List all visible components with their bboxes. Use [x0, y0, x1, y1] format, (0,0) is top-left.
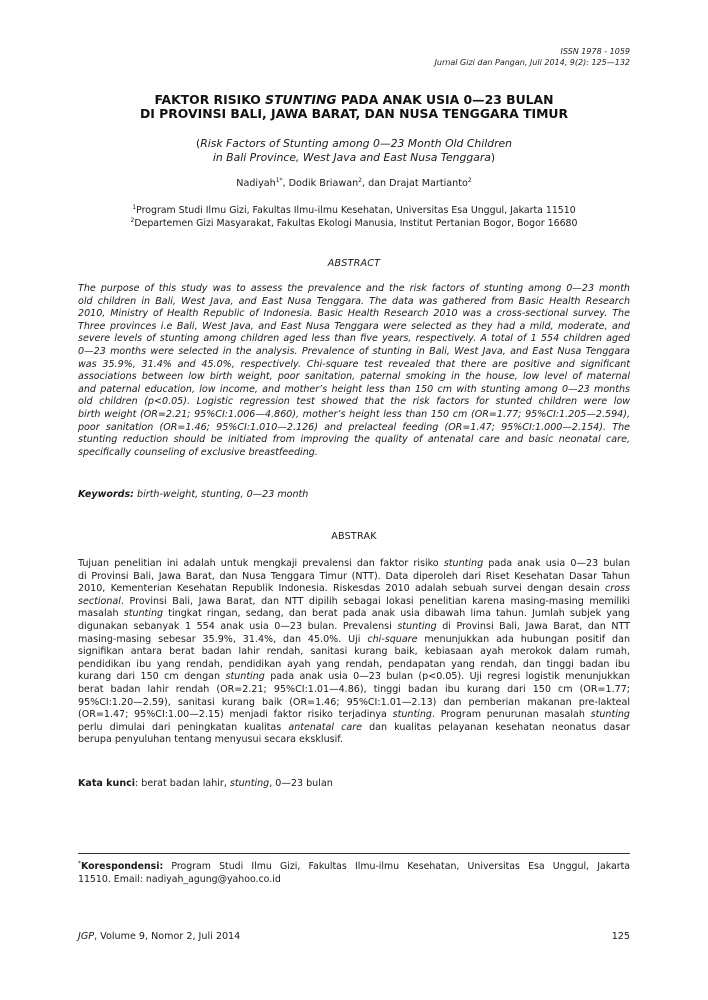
- abstrak-text: digunakan sebanyak 1 554 anak usia 0—23 bulan. Prevalensi: [78, 620, 398, 632]
- author-2: , Dodik Briawan: [282, 178, 359, 189]
- affiliations: [60, 204, 648, 230]
- abstrak-italic: sectional: [78, 595, 121, 607]
- abstrak-text: di Provinsi Bali, Jawa Barat, dan NTT: [436, 620, 630, 632]
- kata-kunci-text: : berat badan lahir,: [135, 778, 230, 789]
- affiliation-1-text: Program Studi Ilmu Gizi, Fakultas Ilmu-ilmu Kesehatan, Universitas Esa Unggul, Jakarta 11510: [136, 205, 576, 216]
- abstrak-line: [78, 558, 630, 571]
- kata-kunci-italic: stunting: [229, 778, 270, 789]
- abstract-body: [78, 283, 630, 459]
- abstrak-italic: stunting: [123, 608, 164, 620]
- abstrak-line: [78, 709, 630, 722]
- affiliation-2: [60, 217, 648, 230]
- affiliation-1-num: 1: [132, 203, 137, 211]
- abstrak-italic: cross: [605, 583, 630, 595]
- abstrak-italic: stunting: [443, 558, 484, 569]
- abstrak-line: [78, 722, 630, 735]
- title-line2: DI PROVINSI BALI, JAWA BARAT, DAN NUSA TENGGARA TIMUR: [139, 106, 569, 121]
- abstrak-italic: stunting: [225, 671, 265, 683]
- abstrak-body: [78, 558, 630, 747]
- abstrak-italic: stunting: [392, 709, 432, 721]
- abstrak-line: di Provinsi Bali, Jawa Barat, dan Nusa Tenggara Timur (NTT). Data diperoleh dari Riset Kesehatan Dasar Tahun: [78, 570, 630, 582]
- affiliation-2-text: Departemen Gizi Masyarakat, Fakultas Ekologi Manusia, Institut Pertanian Bogor, Bogor 16680: [134, 218, 578, 229]
- abstrak-italic: antenatal care: [288, 721, 363, 733]
- abstrak-line: [78, 608, 630, 621]
- abstrak-text: tingkat ringan, sedang, dan berat pada anak usia dibawah lima tahun. Jumlah subjek yang: [163, 608, 630, 620]
- abstract-heading: ABSTRACT: [327, 258, 381, 269]
- title-en-line1: Risk Factors of Stunting among 0—23 Month Old Children: [200, 137, 513, 150]
- abstrak-line: [78, 671, 630, 684]
- abstrak-text: pada anak usia 0—23 bulan (p<0.05). Uji regresi logistik menunjukkan: [264, 671, 630, 683]
- abstrak-text: dan kualitas pelayanan kesehatan neonatus dasar: [362, 721, 630, 733]
- abstrak-line: 95%CI:1.20—2.59), sanitasi kurang baik (OR=1.46; 95%CI:1.01—2.13) dan pemberian makanan pre-lakteal: [78, 696, 630, 708]
- title-line1-pre: FAKTOR RISIKO: [154, 92, 266, 107]
- author-1: Nadiyah: [236, 178, 276, 189]
- footer-issue: , Volume 9, Nomor 2, Juli 2014: [94, 931, 241, 942]
- journal-header: [435, 46, 630, 68]
- keywords-text: birth-weight, stunting, 0—23 month: [134, 489, 309, 500]
- abstract-line: poor sanitation (OR=1.46; 95%CI:1.010—2.126) and prelacteal feeding (OR=1.47; 95%CI:1.000—2.154). The: [78, 421, 630, 433]
- abstrak-text: . Program penurunan masalah: [431, 709, 591, 721]
- title-line1-italic: STUNTING: [265, 92, 337, 107]
- abstrak-line: [78, 634, 630, 647]
- abstrak-italic: stunting: [397, 620, 437, 632]
- issn: ISSN 1978 - 1059: [560, 47, 630, 56]
- footnote-star: *: [78, 859, 81, 867]
- kata-kunci: [78, 778, 333, 790]
- abstrak-line: signifikan antara berat badan lahir rendah, sanitasi kurang baik, kebiasaan ayah merokok dalam rumah,: [78, 646, 630, 658]
- abstrak-italic: stunting: [590, 709, 630, 721]
- footer-journal-abbr: JGP: [78, 931, 95, 942]
- author-3: , dan Drajat Martianto: [361, 178, 468, 189]
- abstrak-text: perlu dimulai dari peningkatan kualitas: [78, 721, 289, 733]
- affiliation-2-num: 2: [130, 216, 135, 224]
- footnote-label: Korespondensi:: [81, 861, 164, 872]
- footer-journal: [78, 931, 240, 943]
- abstrak-line: berupa penyuluhan tentang menyusui secara eksklusif.: [78, 734, 343, 746]
- abstract-line: old children (p<0.05). Logistic regression test showed that the risk factors for stunted children were low: [78, 396, 630, 408]
- abstrak-text: 2010, Kementerian Kesehatan Republik Indonesia. Riskesdas 2010 adalah sebuah survei dengan desain: [78, 583, 606, 595]
- abstrak-text: masalah: [78, 608, 124, 620]
- english-title: [60, 137, 648, 164]
- article-title: [60, 93, 648, 121]
- abstract-line: specifically counseling of exclusive breastfeeding.: [78, 446, 318, 458]
- page-number: 125: [611, 931, 630, 942]
- footnote-line-2: 11510. Email: nadiyah_agung@yahoo.co.id: [78, 874, 281, 885]
- abstrak-line: berat badan lahir rendah (OR=2.21; 95%CI:1.01—4.86), tinggi badan ibu kurang dari 150 cm (OR=1.77;: [78, 683, 630, 695]
- author-1-sup: 1*: [275, 176, 283, 184]
- abstrak-heading: ABSTRAK: [331, 531, 377, 542]
- abstract-line: 0—23 months were selected in the analysis. Prevalence of stunting in Bali, West Java, and East Nusa Tenggara: [78, 345, 630, 357]
- author-2-sup: 2: [358, 176, 362, 184]
- abstract-line: Three provinces i.e Bali, West Java, and East Nusa Tenggara were selected as they had a mild, moderate, and: [78, 320, 630, 332]
- abstract-line: associations between low birth weight, poor sanitation, paternal smoking in the house, low level of maternal: [78, 371, 630, 383]
- kata-kunci-label: Kata kunci: [78, 778, 136, 789]
- abstract-line: stunting reduction should be initiated from improving the quality of antenatal care and basic neonatal care,: [78, 434, 630, 446]
- abstract-line: The purpose of this study was to assess the prevalence and the risk factors of stunting among 0—23 month: [78, 283, 630, 294]
- journal-citation: Jurnal Gizi dan Pangan, Juli 2014, 9(2): 125—132: [434, 58, 630, 67]
- abstrak-italic: chi-square: [367, 633, 418, 645]
- abstract-line: 2010, Ministry of Health Republic of Indonesia. Basic Health Research 2010 was a cross-sectional survey. The: [78, 308, 630, 320]
- author-3-sup: 2: [467, 176, 472, 184]
- abstract-line: was 35.9%, 31.4% and 45.0%, respectively. Chi-square test revealed that there are positive and significant: [78, 358, 630, 370]
- abstrak-text: pada anak usia 0—23 bulan: [483, 558, 631, 569]
- author-list: [60, 178, 648, 190]
- abstract-line: and paternal education, low income, and mother’s height less than 150 cm with stunting among 0—23 months: [78, 383, 630, 395]
- footnote-text: Program Studi Ilmu Gizi, Fakultas Ilmu-ilmu Kesehatan, Universitas Esa Unggul, Jakarta: [163, 861, 630, 872]
- keywords: [78, 489, 308, 501]
- abstract-line: birth weight (OR=2.21; 95%CI:1.006—4.860), mother’s height less than 150 cm (OR=1.77; 95%CI:1.205—2.594),: [78, 408, 630, 420]
- abstract-line: old children in Bali, West Java, and East Nusa Tenggara. The data was gathered from Basic Health Research: [78, 295, 630, 307]
- abstrak-text: Tujuan penelitian ini adalah untuk mengkaji prevalensi dan faktor risiko: [78, 558, 444, 569]
- abstrak-line: [78, 596, 630, 609]
- title-en-line2: in Bali Province, West Java and East Nusa Tenggara: [212, 150, 491, 164]
- title-en-open-paren: (: [195, 137, 201, 150]
- keywords-label: Keywords:: [78, 489, 134, 500]
- abstrak-text: . Provinsi Bali, Jawa Barat, dan NTT dipilih sebagai lokasi penelitian karena masing-masing memiliki: [120, 595, 630, 607]
- abstrak-text: (OR=1.47; 95%CI:1.00—2.15) menjadi faktor risiko terjadinya: [78, 709, 393, 721]
- footnote-divider: [78, 853, 630, 854]
- title-line1-post: PADA ANAK USIA 0—23 BULAN: [336, 92, 554, 107]
- abstrak-text: masing-masing sebesar 35.9%, 31.4%, dan 45.0%. Uji: [78, 633, 368, 645]
- correspondence-footnote: [78, 860, 630, 886]
- abstrak-text: menunjukkan ada hubungan positif dan: [417, 633, 630, 645]
- abstrak-line: pendidikan ibu yang rendah, pendidikan ayah yang rendah, pendapatan yang rendah, dan tinggi badan ibu: [78, 658, 630, 670]
- abstract-line: severe levels of stunting among children aged less than five years, respectively. A total of 1 554 children aged: [78, 333, 630, 345]
- abstrak-line: [78, 621, 630, 634]
- title-en-close-paren: ): [490, 150, 496, 164]
- abstrak-line: [78, 583, 630, 596]
- footnote-line-1: [78, 860, 630, 873]
- abstrak-text: kurang dari 150 cm dengan: [78, 671, 226, 683]
- kata-kunci-text-post: , 0—23 bulan: [269, 778, 333, 789]
- affiliation-1: [60, 204, 648, 217]
